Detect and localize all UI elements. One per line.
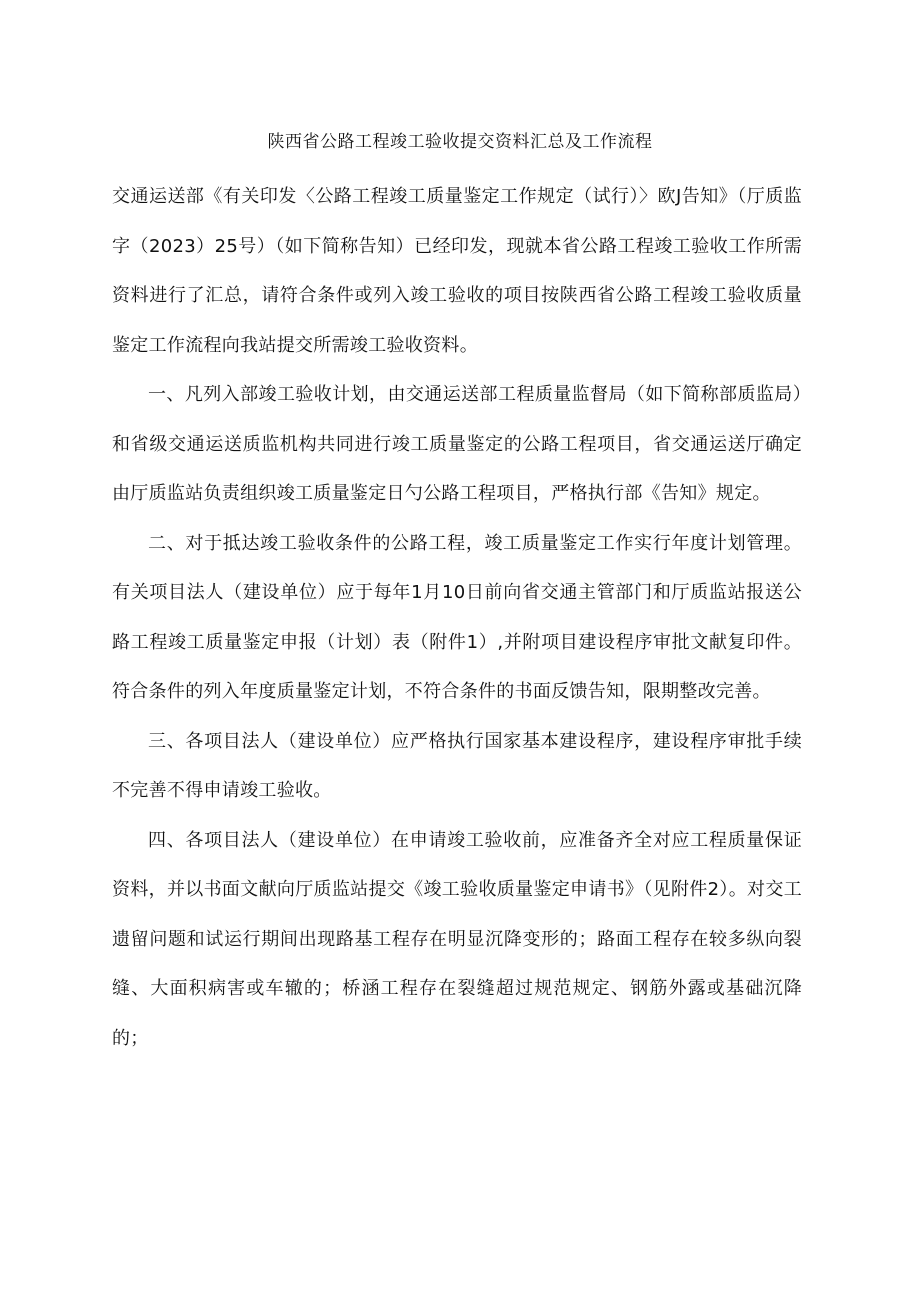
document-body	[112, 172, 802, 1063]
paragraph-item-2: 二、对于抵达竣工验收条件的公路工程，竣工质量鉴定工作实行年度计划管理。有关项目法人（建设单位）应于每年1月10日前向省交通主管部门和厅质监站报送公路工程竣工质量鉴定申报（计划）表（附件1）,并附项目建设程序审批文献复印件。符合条件的列入年度质量鉴定计划，不符合条件的书面反馈告知，限期整改完善。	[112, 532, 802, 702]
document-title: 陕西省公路工程竣工验收提交资料汇总及工作流程	[267, 132, 653, 152]
paragraph-item-3: 三、各项目法人（建设单位）应严格执行国家基本建设程序，建设程序审批手续不完善不得申请竣工验收。	[112, 730, 802, 801]
paragraph-intro: 交通运送部《有关印发〈公路工程竣工质量鉴定工作规定（试行）〉欧J告知》（厅质监字（2023）25号）（如下简称告知）已经印发，现就本省公路工程竣工验收工作所需资料进行了汇总，请符合条件或列入竣工验收的项目按陕西省公路工程竣工验收质量鉴定工作流程向我站提交所需竣工验收资料。	[112, 186, 802, 356]
paragraph-item-1: 一、凡列入部竣工验收计划，由交通运送部工程质量监督局（如下简称部质监局）和省级交通运送质监机构共同进行竣工质量鉴定的公路工程项目，省交通运送厅确定由厅质监站负责组织竣工质量鉴定日勺公路工程项目，严格执行部《告知》规定。	[112, 384, 802, 504]
paragraph-item-4: 四、各项目法人（建设单位）在申请竣工验收前，应准备齐全对应工程质量保证资料，并以书面文献向厅质监站提交《竣工验收质量鉴定申请书》（见附件2）。对交工遗留问题和试运行期间出现路基工程存在明显沉降变形的；路面工程存在较多纵向裂缝、大面积病害或车辙的；桥涵工程存在裂缝超过规范规定、钢筋外露或基础沉降的；	[112, 829, 802, 1049]
